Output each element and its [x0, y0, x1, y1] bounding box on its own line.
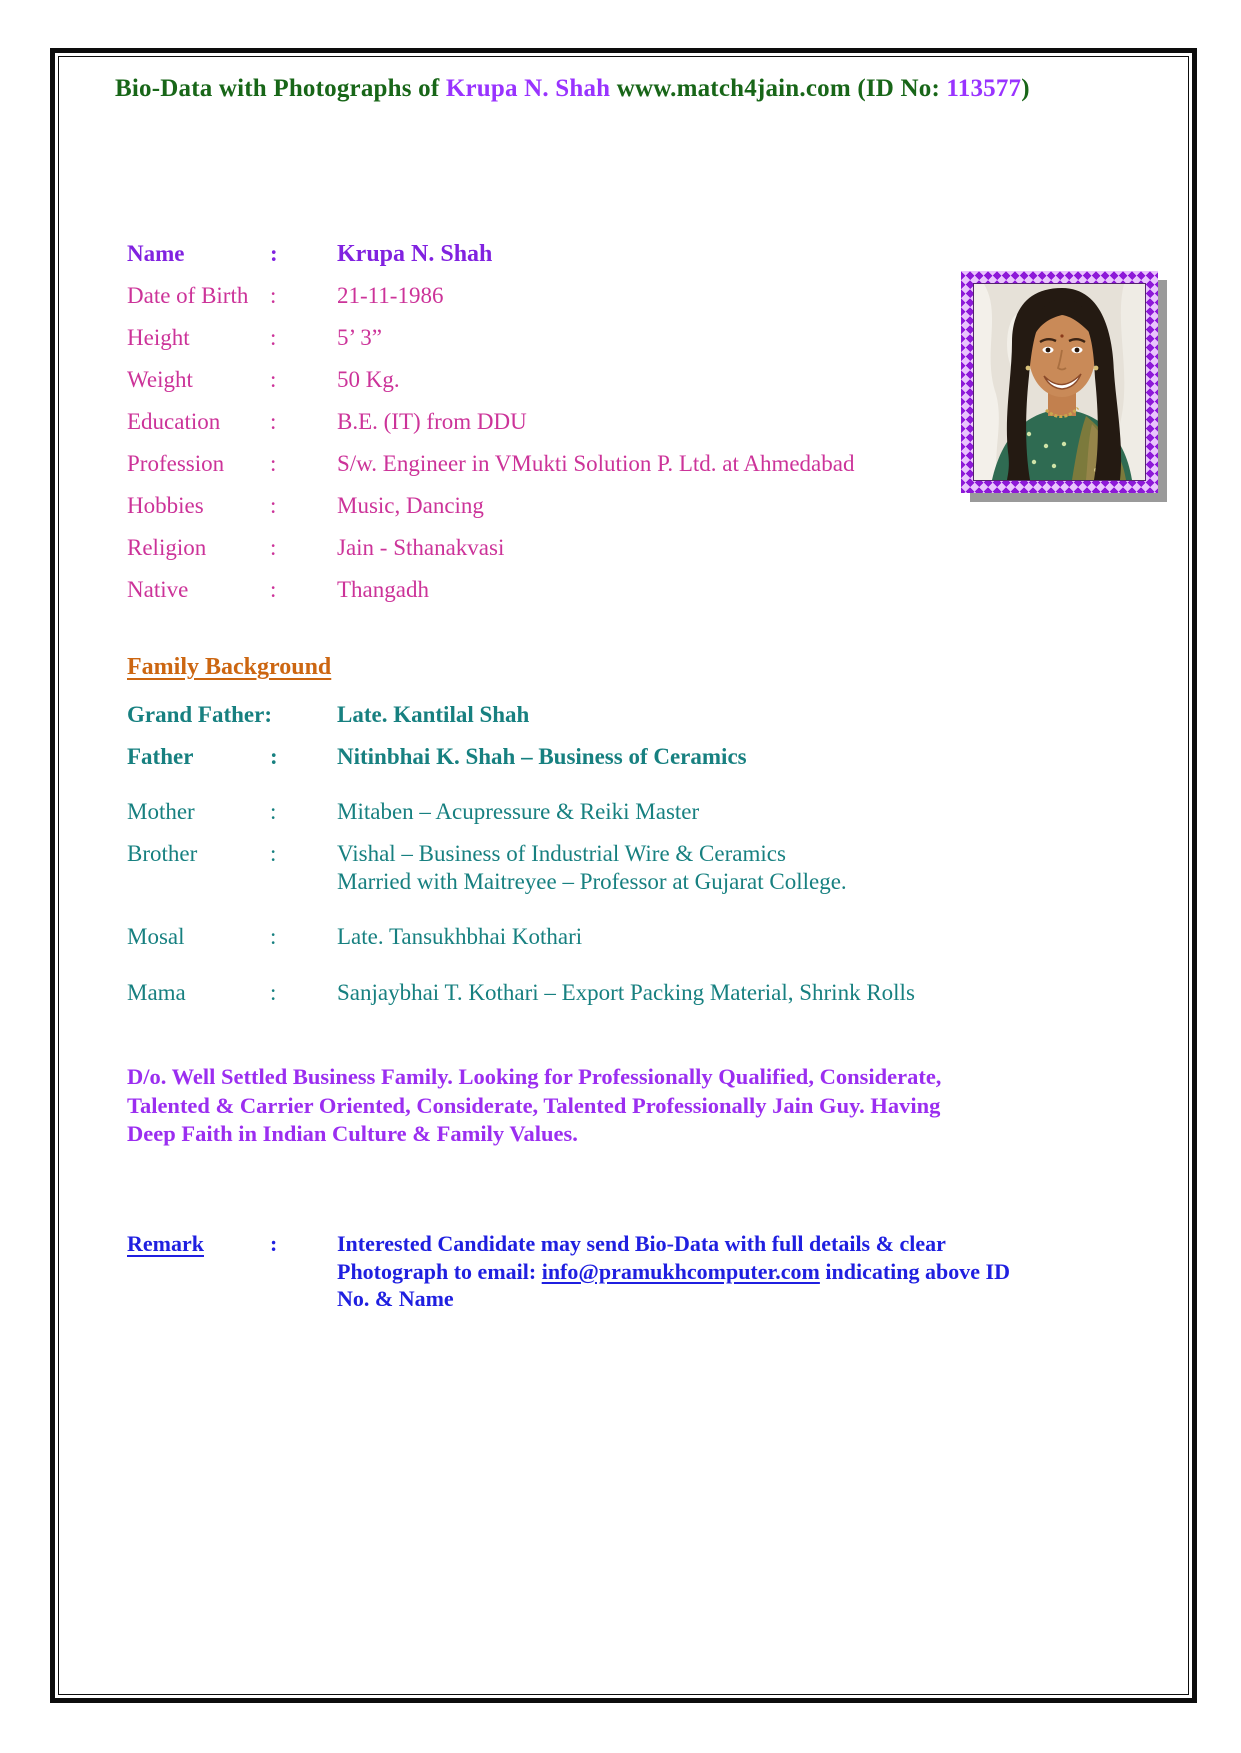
remark-section — [127, 1230, 1097, 1313]
title-website: www.match4jain.com — [616, 75, 858, 102]
email-link[interactable]: info@pramukhcomputer.com — [541, 1258, 820, 1284]
remark-label — [127, 1230, 270, 1313]
remark-line2 — [337, 1258, 1097, 1286]
photo-frame — [961, 271, 1158, 493]
family-row-father — [127, 743, 1157, 771]
detail-colon: : — [270, 283, 277, 308]
document-title — [115, 75, 1030, 103]
detail-label-profession: Profession — [127, 451, 225, 476]
detail-colon: : — [270, 367, 277, 392]
page-frame — [50, 48, 1197, 1703]
family-label-mother: Mother — [127, 799, 195, 824]
detail-colon: : — [270, 325, 277, 350]
detail-value-education: B.E. (IT) from DDU — [337, 409, 527, 434]
detail-colon: : — [270, 493, 277, 518]
detail-label-name: Name — [127, 241, 185, 266]
title-id-number: 113577 — [946, 75, 1022, 102]
family-colon: : — [270, 924, 277, 949]
family-row-mosal — [127, 923, 1157, 951]
detail-value-name: Krupa N. Shah — [337, 241, 493, 267]
remark-line1: Interested Candidate may send Bio-Data with full details & clear — [337, 1231, 946, 1256]
family-colon: : — [270, 744, 278, 769]
family-colon: : — [270, 799, 277, 824]
personal-details-table — [127, 233, 1097, 611]
family-value-brother-line1: Vishal – Business of Industrial Wire & Ceramics — [337, 841, 786, 866]
detail-colon: : — [270, 241, 278, 266]
title-text: Bio-Data with Photographs of — [115, 75, 446, 102]
document-content — [55, 53, 1192, 1698]
family-value-father: Nitinbhai K. Shah – Business of Ceramics — [337, 744, 747, 769]
detail-label-hobbies: Hobbies — [127, 493, 204, 518]
remark-line3: No. & Name — [337, 1286, 454, 1311]
title-id-prefix: (ID No: — [857, 75, 947, 102]
detail-value-weight: 50 Kg. — [337, 367, 400, 392]
detail-value-profession: S/w. Engineer in VMukti Solution P. Ltd. at Ahmedabad — [337, 451, 855, 476]
about-line: D/o. Well Settled Business Family. Looking for Professionally Qualified, Considerate, — [127, 1064, 942, 1089]
family-label-father: Father — [127, 744, 194, 769]
detail-colon: : — [270, 535, 277, 560]
detail-label-dob: Date of Birth — [127, 283, 249, 308]
detail-label-height: Height — [127, 325, 190, 350]
family-colon: : — [270, 980, 277, 1005]
family-row-brother — [127, 840, 1157, 896]
about-line: Deep Faith in Indian Culture & Family Values. — [127, 1121, 578, 1146]
woman-portrait-photo — [974, 284, 1145, 480]
family-label-grandfather: Grand Father: — [127, 702, 273, 727]
family-label-mosal: Mosal — [127, 924, 185, 949]
family-value-mama: Sanjaybhai T. Kothari – Export Packing Material, Shrink Rolls — [337, 980, 915, 1005]
family-colon: : — [270, 841, 277, 866]
detail-label-religion: Religion — [127, 535, 207, 560]
detail-colon: : — [270, 409, 277, 434]
family-background-heading: Family Background — [127, 654, 332, 680]
family-colon — [270, 701, 337, 729]
detail-value-dob: 21-11-1986 — [337, 283, 444, 308]
detail-colon: : — [270, 451, 277, 476]
detail-value-native: Thangadh — [337, 577, 429, 602]
about-line: Talented & Carrier Oriented, Considerate, Talented Professionally Jain Guy. Having — [127, 1092, 941, 1118]
family-value-mosal: Late. Tansukhbhai Kothari — [337, 924, 583, 949]
detail-colon: : — [270, 577, 277, 602]
detail-label-native: Native — [127, 577, 189, 602]
title-id-suffix: ) — [1021, 75, 1030, 102]
detail-value-hobbies: Music, Dancing — [337, 493, 484, 518]
family-value-brother-line2: Married with Maitreyee – Professor at Gujarat College. — [337, 869, 847, 894]
family-value-mother: Mitaben – Acupressure & Reiki Master — [337, 799, 700, 824]
family-label-mama: Mama — [127, 980, 186, 1005]
detail-value-height: 5’ 3” — [337, 325, 382, 350]
detail-label-weight: Weight — [127, 367, 193, 392]
remark-label-text: Remark — [127, 1231, 204, 1256]
remark-text — [337, 1230, 1097, 1313]
remark-line2-prefix: Photograph to email: — [337, 1258, 542, 1284]
detail-value-religion: Jain - Sthanakvasi — [337, 535, 505, 560]
remark-colon: : — [270, 1231, 278, 1256]
family-row-grandfather — [127, 701, 1157, 729]
remark-line2-suffix: indicating above ID — [819, 1258, 1010, 1284]
family-label-brother: Brother — [127, 841, 198, 866]
profile-photo — [973, 283, 1146, 481]
title-person-name: Krupa N. Shah — [445, 75, 617, 102]
family-value-grandfather: Late. Kantilal Shah — [337, 702, 530, 727]
family-row-mother — [127, 798, 1157, 826]
detail-label-education: Education — [127, 409, 221, 434]
about-paragraph — [127, 1063, 1087, 1149]
family-row-mama — [127, 979, 1157, 1007]
family-value-brother — [337, 840, 1157, 896]
